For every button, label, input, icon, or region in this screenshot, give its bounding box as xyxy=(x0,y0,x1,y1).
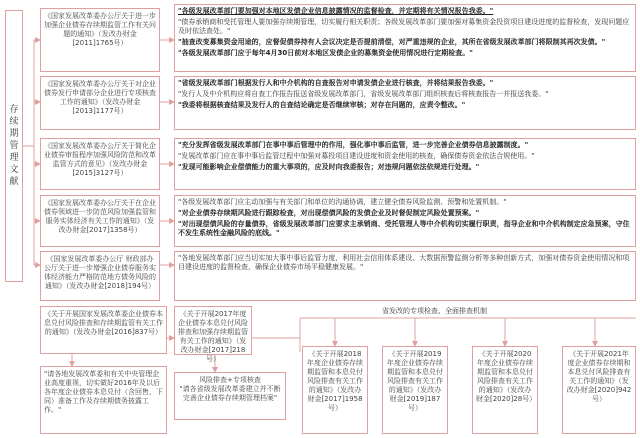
doc-2020-year: 《关于开展2020年度企业债券存续期监管和本息兑付风险排查有关工作的通知》（发改办财金[2020]28号） xyxy=(472,346,538,434)
excerpt-line: "发行人及中介机构应将自查工作报告报送省级发展改革部门，省级发展改革部门组织核查后将核查报告一并报送我委。" xyxy=(178,90,549,98)
doc-2021-year: 《关于开展2021年度企业债券存续期和本息兑付风险排查有关工作的通知》（发改办财金[2020]942号） xyxy=(562,346,636,434)
excerpt-line: "发现可能影响企业偿债能力的重大事项的，应及时向我委报告；对违规问题依法依规进行处理。" xyxy=(178,163,480,171)
risk-check-box xyxy=(174,372,286,420)
excerpt-line: "对出现偿债风险的存量债券，省级发展改革部门应要求主承销商、受托管理人等中介机构切实履行职责，指导企业和中介机构制定应急预案，守住不发生系统性金融风险的底线。" xyxy=(178,220,630,237)
excerpt-2013 xyxy=(174,76,636,130)
doc-2019-year: 《关于开展2019年度企业债券存续期监管和本息兑付风险排查有关工作的通知》（发改办财金[2019]187号） xyxy=(382,346,448,434)
doc-2013-1177: 《国家发展改革委办公厅关于对企业债券发行申请部分企业进行专项核查工作的通知》（发改办财金[2013]1177号） xyxy=(40,76,160,130)
excerpt-line: "我委将根据核查结果及发行人的自查结论确定是否继续审核；对存在问题的，应责令整改。" xyxy=(178,101,466,109)
excerpt-line: "充分发挥省级发展改革部门在事中事后管理中的作用，强化事中事后监管，进一步完善企业债券信息披露制度。" xyxy=(178,141,529,149)
excerpt-line: "债券承销商和受托管理人要加强存续期管理，切实履行相关职责；各级发展改革部门要加强对募集资金投资项目建设进度的监督检查，发现问题应及时依法查处。" xyxy=(178,18,630,35)
doc-2011-1765: 《国家发展改革委办公厅关于进一步加强企业债券存续期监管工作有关问题的通知》（发改办财金[2011]1765号） xyxy=(40,8,160,72)
doc-2017-218: 《关于开展2017年度企业债券本息兑付风险排查和加强存续期监管有关工作的通知》（发改办财金[2017]218号） xyxy=(174,306,252,355)
risk-check-title: 风险排查+专项核查 xyxy=(199,376,261,384)
excerpt-2011 xyxy=(174,4,636,72)
side-label: 存续期管理文献 xyxy=(5,10,23,282)
doc-2018-194: 《国家发展改革委办公厅 财政部办公厅关于进一步增强企业债券服务实体经济能力严格防范地方债务风险的通知》（发改办财金[2018]194号） xyxy=(40,251,160,301)
excerpt-line: "各级发展改革部门应于每年4月30日前对本地区发债企业的募集资金使用情况进行定期检查。" xyxy=(178,49,473,57)
excerpt-2015 xyxy=(174,138,636,190)
excerpt-2018 xyxy=(174,251,636,301)
doc-2017-1358: 《国家发展改革委办公厅关于在企业债券领域进一步防范风险加强监管和服务实体经济有关工作的通知》（发改办财金[2017]1358号） xyxy=(40,195,160,247)
doc-2016-837: 《关于开展国家发展改革委企业债券本息兑付风险排查和存续期监管有关工作的通知》（发改办财金[2016]837号） xyxy=(40,306,167,354)
excerpt-line: "各地发展改革部门应当切实加大事中事后监管力度，利用社会信用体系建设、大数据预警监测分析等多种创新方式，加强对债券资金使用情况和项目建设进度的监督检查，确保企业债券市场平稳健康发展。" xyxy=(178,254,630,271)
mechanism-label: 省发改的专项检查、全面排查机制 xyxy=(382,307,487,315)
excerpt-line: "抽查改变募集资金用途的，应督促债券持有人会议决定是否提前清偿，对严重违规的企业，其所在省级发展改革部门将限制其再次发债。" xyxy=(178,38,606,46)
excerpt-line: "发展改革部门应在事中事后监管过程中加强对募投项目建设进度和资金使用的核查，确保债券资金依法合规使用。" xyxy=(178,152,535,160)
doc-2018-year: 《关于开展2018年度企业债券存续期监管和本息兑付风险排查有关工作的通知》（发改办财金[2017]1958号） xyxy=(302,346,368,434)
excerpt-line: "各级发展改革部门应主动加强与有关部门和单位的沟通协调，建立健全债券风险监测、预警和处置机制。" xyxy=(178,198,507,206)
doc-2015-3127: 《国家发展改革委办公厅关于简化企业债券审报程序加强风险防范和改革监管方式的意见》（发改办财金[2015]3127号） xyxy=(40,138,160,190)
excerpt-line: "对企业债券存续期风险进行跟踪检查，对出现偿债风险的发债企业及时督促制定风险处置预案。" xyxy=(178,209,480,217)
risk-check-quote: "请各省级发展改革委建立并不断完善企业债券存续期管理档案" xyxy=(179,385,281,402)
quote-2016: "请各地发展改革委和有关中央管理企业高度重视，切实做好2016年及以后各年度企业债券本息兑付（含回售，下同）准备工作及存续期债务披露工作。" xyxy=(40,366,167,434)
excerpt-line: "各级发展改革部门要加强对本地区发债企业信息披露情况的监督检查，并定期将有关情况报告我委。" xyxy=(178,7,494,15)
excerpt-line: "省级发展改革部门根据发行人和中介机构的自查报告对申请发债企业进行核查，并将结果报告我委。" xyxy=(178,79,494,87)
excerpt-2017 xyxy=(174,195,636,247)
